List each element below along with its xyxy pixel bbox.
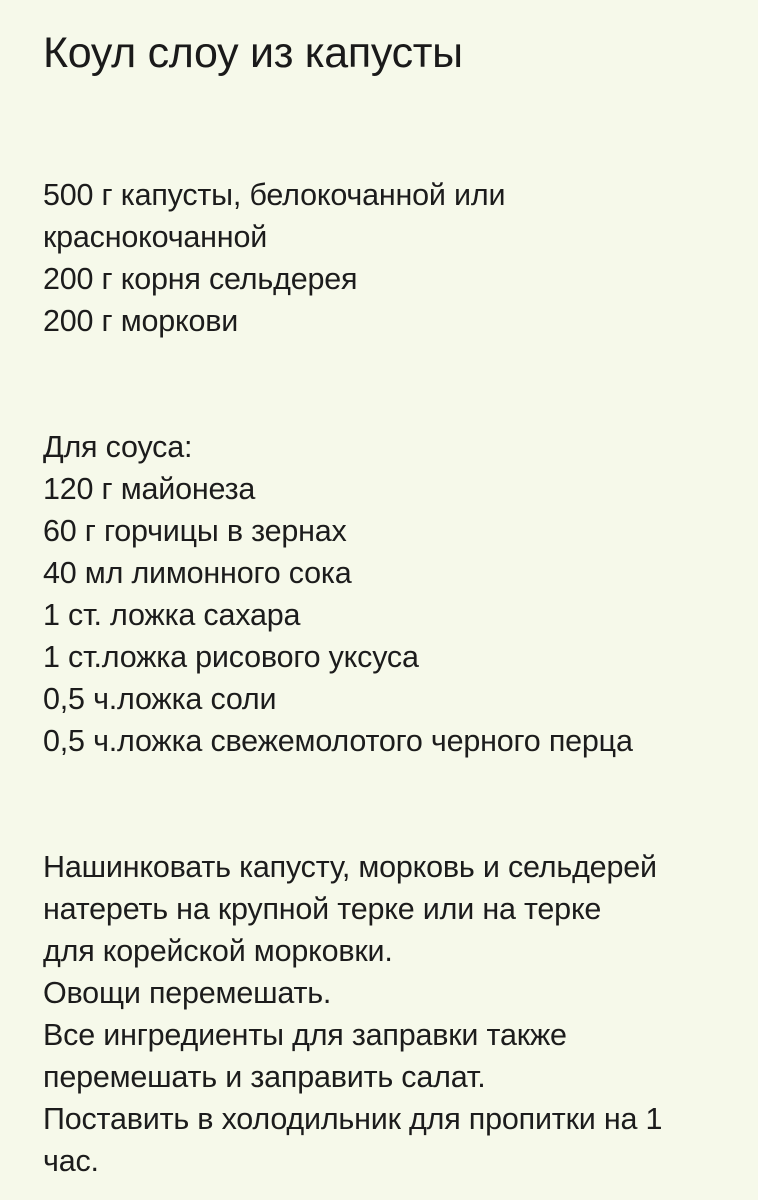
sauce-section — [43, 426, 738, 762]
ingredients-list — [43, 174, 738, 342]
method-line: Нашинковать капусту, морковь и сельдерей — [43, 850, 657, 884]
sauce-item: 1 ст. ложка сахара — [43, 598, 301, 632]
method-line: перемешать и заправить салат. — [43, 1060, 486, 1094]
method-line: час. — [43, 1144, 99, 1178]
recipe-title: Коул слоу из капусты — [43, 29, 463, 77]
method-line: Все ингредиенты для заправки также — [43, 1018, 567, 1052]
sauce-item: 40 мл лимонного сока — [43, 556, 352, 590]
method-line: для корейской морковки. — [43, 934, 393, 968]
method-line: Овощи перемешать. — [43, 976, 332, 1010]
sauce-heading: Для соуса: — [43, 430, 193, 464]
ingredient-line: 500 г капусты, белокочанной или — [43, 178, 506, 212]
method-line: натереть на крупной терке или на терке — [43, 892, 602, 926]
method-section — [43, 846, 738, 1182]
sauce-item: 0,5 ч.ложка свежемолотого черного перца — [43, 724, 633, 758]
ingredient-line: 200 г корня сельдерея — [43, 262, 358, 296]
sauce-item: 60 г горчицы в зернах — [43, 514, 347, 548]
method-line: Поставить в холодильник для пропитки на 1 — [43, 1102, 663, 1136]
sauce-item: 120 г майонеза — [43, 472, 256, 506]
sauce-item: 0,5 ч.ложка соли — [43, 682, 277, 716]
ingredient-line: 200 г моркови — [43, 304, 239, 338]
sauce-item: 1 ст.ложка рисового уксуса — [43, 640, 419, 674]
ingredient-line: краснокочанной — [43, 220, 268, 254]
